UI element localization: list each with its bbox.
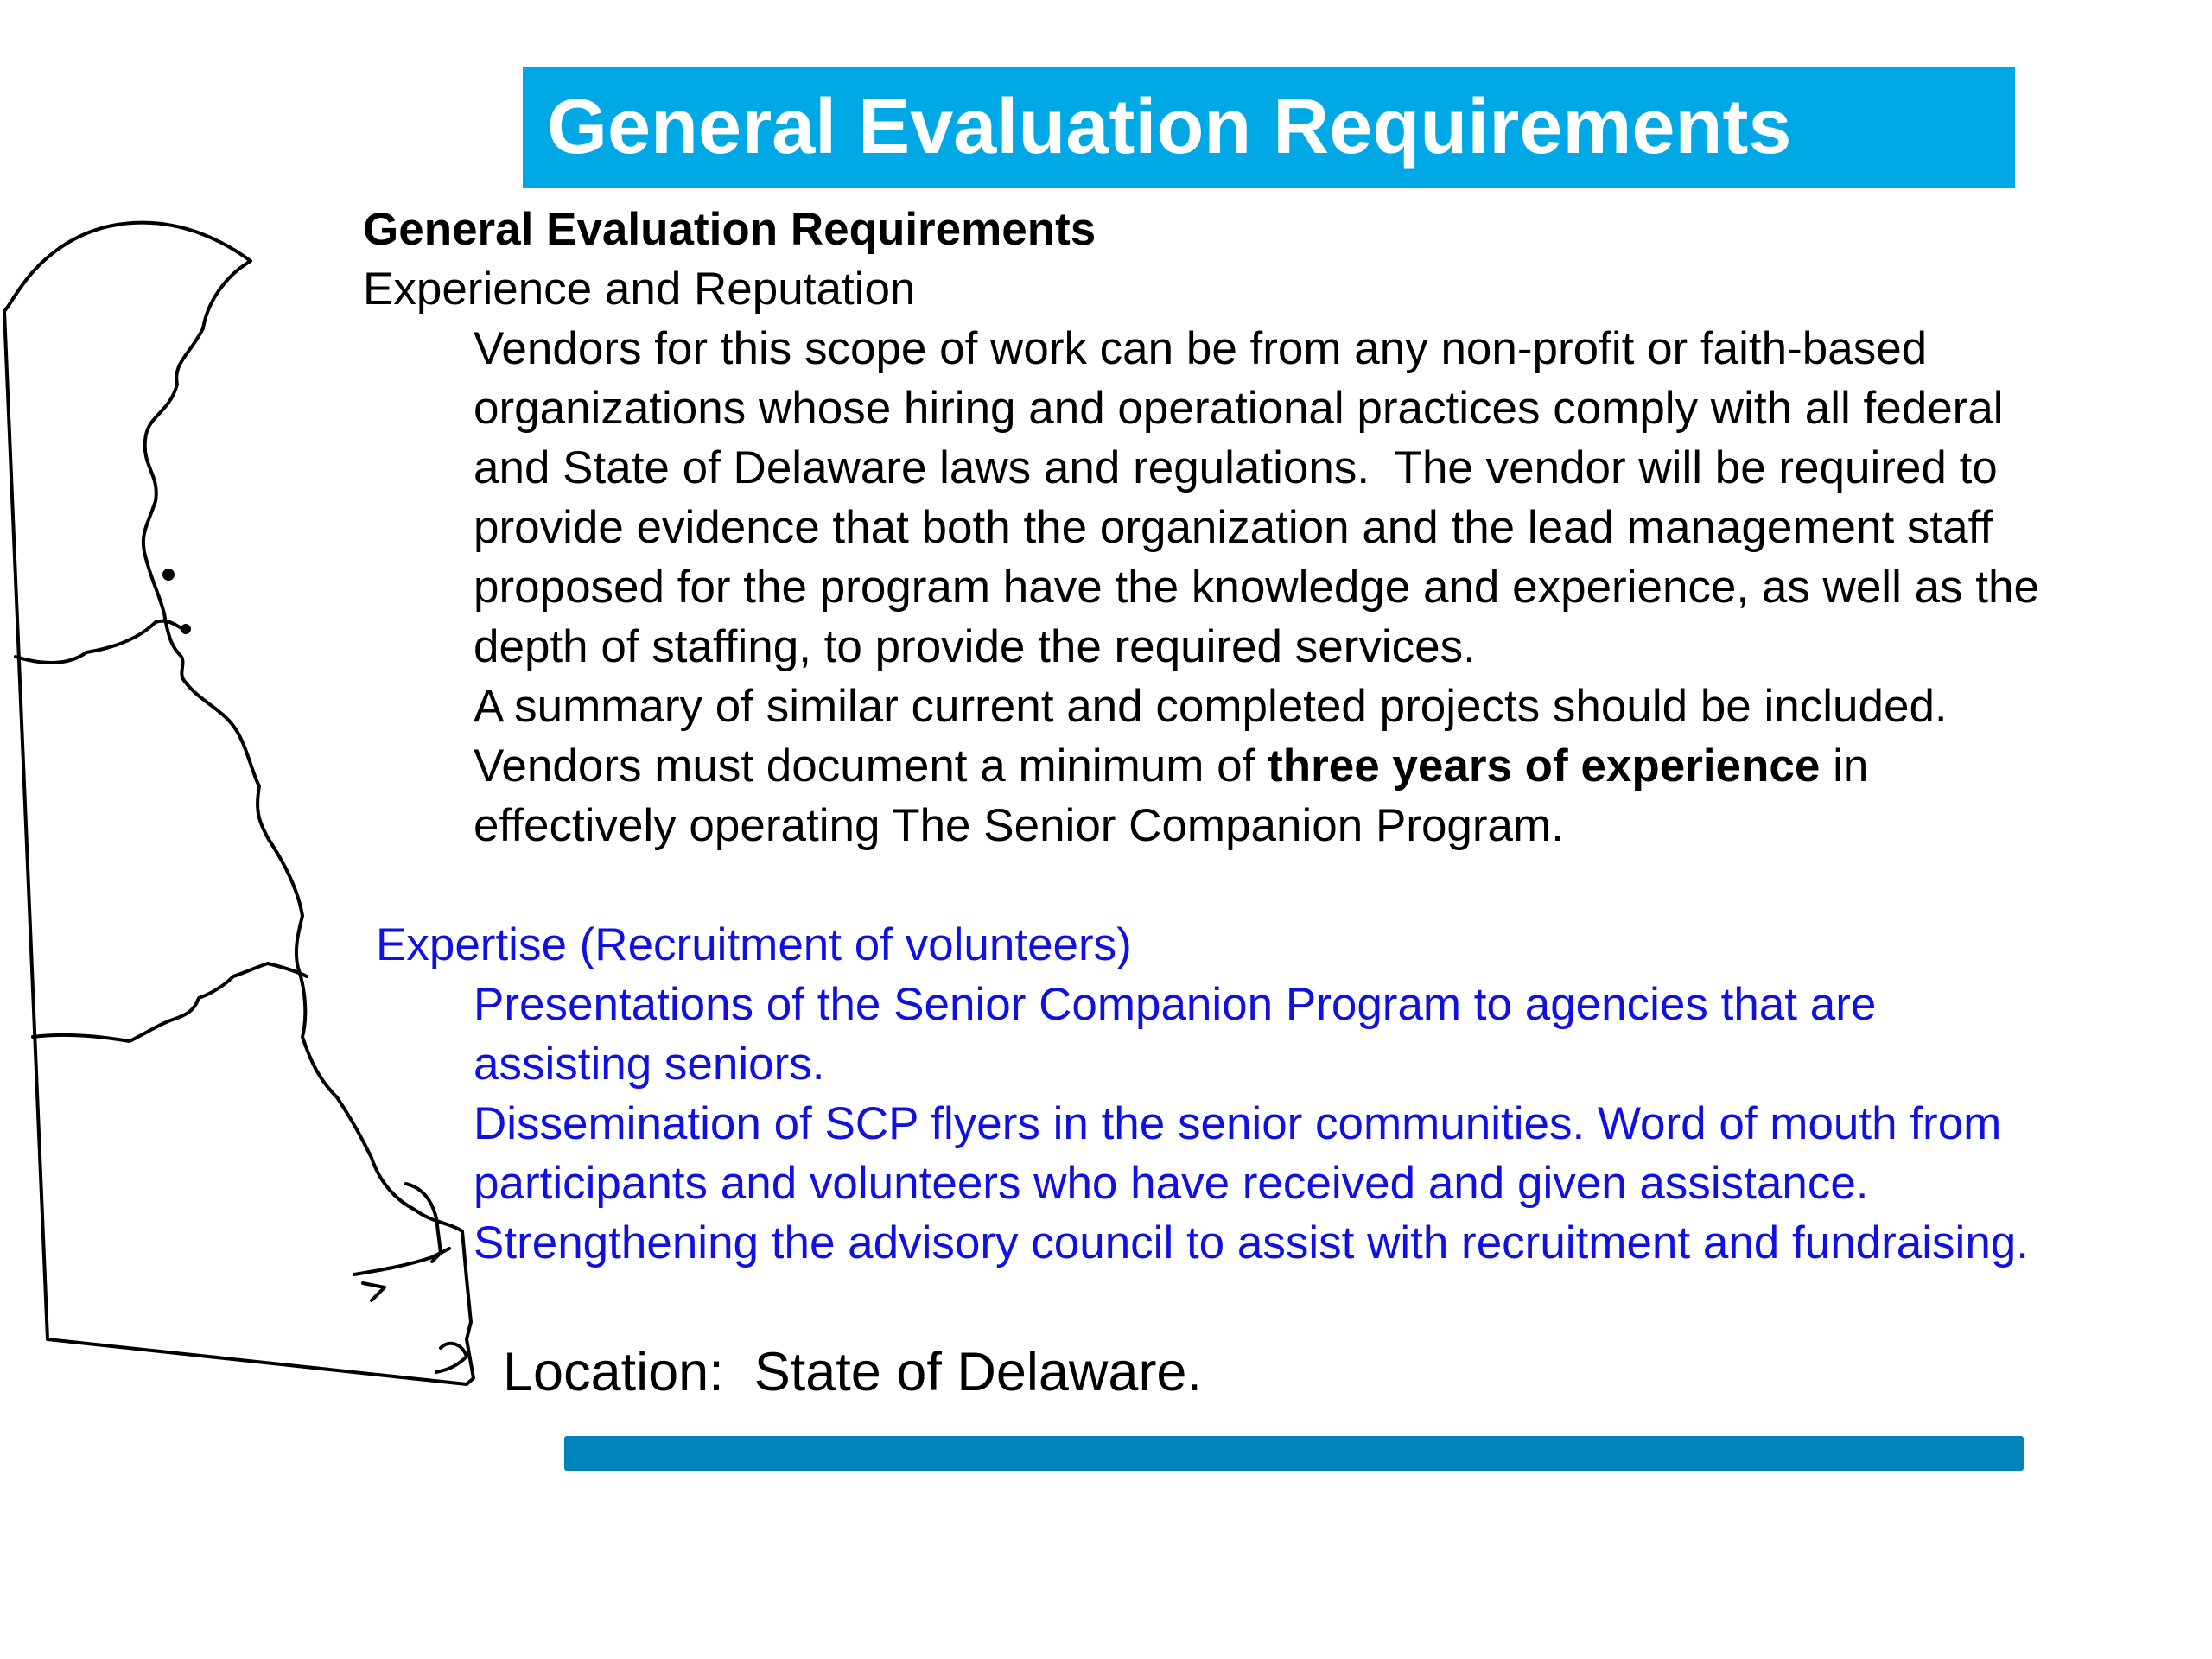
experience-line: A summary of similar current and completed projects should be included. xyxy=(474,681,1948,732)
experience-line: proposed for the program have the knowledge and experience, as well as the xyxy=(474,562,2039,613)
min-exp-highlight: three years of experience xyxy=(1268,741,1821,791)
title-bar xyxy=(523,67,2015,188)
bottom-accent-bar xyxy=(564,1436,2024,1471)
slide-title: General Evaluation Requirements xyxy=(547,84,1792,170)
delaware-map-icon xyxy=(0,216,484,1408)
expertise-line: Presentations of the Senior Companion Program to agencies that are xyxy=(474,979,1877,1030)
expertise-line: assisting seniors. xyxy=(474,1039,825,1090)
experience-line: depth of staffing, to provide the required services. xyxy=(474,621,1476,672)
min-exp-suffix: in xyxy=(1820,741,1869,791)
location-text: Location: State of Delaware. xyxy=(503,1342,1202,1402)
experience-label: Experience and Reputation xyxy=(363,264,916,315)
expertise-label: Expertise (Recruitment of volunteers) xyxy=(376,919,1132,970)
expertise-line: participants and volunteers who have received and given assistance. xyxy=(474,1158,1869,1209)
experience-line: organizations whose hiring and operational practices comply with all federal xyxy=(474,383,2004,434)
experience-line: effectively operating The Senior Companion Program. xyxy=(474,800,1564,851)
experience-line: Vendors for this scope of work can be from any non-profit or faith-based xyxy=(474,323,1928,374)
experience-line: provide evidence that both the organization and the lead management staff xyxy=(474,502,1993,553)
min-exp-prefix: Vendors must document a minimum of xyxy=(474,741,1268,791)
experience-line: and State of Delaware laws and regulations. The vendor will be required to xyxy=(474,442,1998,493)
section-heading: General Evaluation Requirements xyxy=(363,204,1096,255)
expertise-line: Dissemination of SCP flyers in the senior communities. Word of mouth from xyxy=(474,1098,2002,1149)
minimum-experience-line xyxy=(474,739,1868,794)
expertise-line: Strengthening the advisory council to assist with recruitment and fundraising. xyxy=(474,1217,2030,1268)
